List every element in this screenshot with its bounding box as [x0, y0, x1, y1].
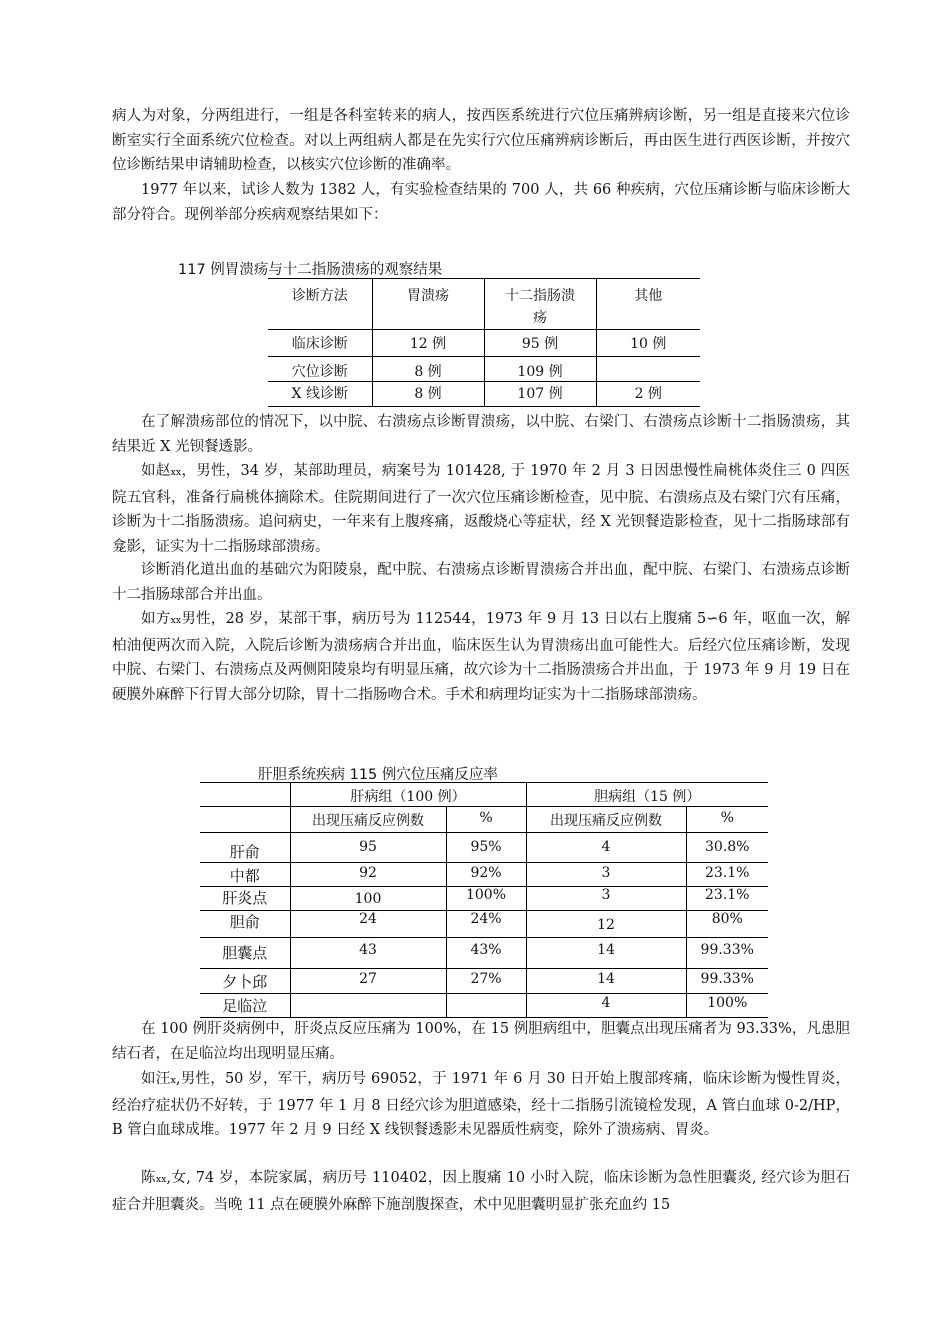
table2-group-liver: 肝病组（100 例） [290, 783, 526, 807]
table2-cell: 23.1% [705, 865, 750, 881]
table2-cell: 4 [526, 833, 686, 863]
paragraph-4: 如赵xx，男性，34 岁，某部助理员，病案号为 101428, 于 1970 年 2 月 3 日因患慢性扁桃体炎住三 0 四医院五官科，准备行扁桃体摘除术。住院期间进行了一次穴位压痛诊断检查，见中脘、右溃疡点及右梁门穴有压痛，诊断为十二指肠溃疡。追问病史，一年来有上腹疼痛，返酸烧心等症状，经 X 光钡餐造影检查，见十二指肠球部有龛影，证实为十二指肠球部溃疡。 [112, 463, 850, 555]
table2-cell: 23.1% [705, 887, 750, 903]
paragraph-3: 在了解溃疡部位的情况下，以中脘、右溃疡点诊断胃溃疡，以中脘、右梁门、右溃疡点诊断十二指肠溃疡，其结果近 X 光钡餐透影。 [112, 414, 850, 455]
table2-cell: 中都 [200, 863, 290, 887]
table1-cell: 109 例 [484, 357, 596, 382]
table1-cell: 10 例 [630, 336, 667, 352]
table1-row [268, 330, 700, 357]
table2-cell: 99.33% [700, 942, 754, 958]
table2-cell: 95 [290, 833, 446, 863]
table2-cell: 99.33% [700, 971, 754, 987]
table2-subheader: % [446, 807, 526, 833]
table2-cell: 43% [446, 938, 526, 969]
table2-cell: 80% [711, 911, 743, 927]
table2-cell: 27 [290, 969, 446, 994]
table2-group-gallbladder: 胆病组（15 例） [594, 789, 701, 805]
table2-cell [290, 994, 446, 1018]
table2-cell: 肝俞 [200, 833, 290, 863]
table2-cell: 24 [290, 911, 446, 938]
table2-cell: 夕卜邱 [200, 969, 290, 994]
table2-cell: 胆俞 [200, 911, 290, 938]
table1-cell: 8 例 [372, 357, 484, 382]
table2-row [200, 833, 768, 863]
table2-cell: 足临泣 [200, 994, 290, 1018]
table2-cell: 24% [446, 911, 526, 938]
table2-row [200, 887, 768, 911]
table2-cell: 92% [446, 863, 526, 887]
table2-row [200, 911, 768, 938]
table2-row [200, 969, 768, 994]
table1-cell: 95 例 [484, 330, 596, 357]
table2-cell: 12 [526, 911, 686, 938]
paragraph-1: 病人为对象，分两组进行，一组是各科室转来的病人，按西医系统进行穴位压痛辨病诊断，另一组是直接来穴位诊断室实行全面系统穴位检查。对以上两组病人都是在先实行穴位压痛辨病诊断后，再由医生进行西医诊断，并按穴位诊断结果申请辅助检查，以核实穴位诊断的准确率。 [112, 108, 850, 174]
table1-cell: 穴位诊断 [268, 357, 372, 382]
table2-cell: 100% [446, 887, 526, 911]
table2-cell: 30.8% [705, 839, 750, 855]
table1-cell [596, 357, 700, 382]
table2-cell: 100% [707, 995, 748, 1011]
table2-row [200, 994, 768, 1018]
table1 [268, 278, 700, 407]
table1-row [268, 382, 700, 407]
table1-cell: 12 例 [372, 330, 484, 357]
table1-header-gastric: 胃溃疡 [372, 279, 484, 330]
paragraph-9: 陈xx,女, 74 岁，本院家属，病历号 110402，因上腹痛 10 小时入院，临床诊断为急性胆囊炎, 经穴诊为胆石症合并胆囊炎。当晚 11 点在硬膜外麻醉下施剖腹探查，术中见胆囊明显扩张充血约 15 [112, 1170, 851, 1213]
table1-cell: 临床诊断 [268, 330, 372, 357]
paragraph-7: 在 100 例肝炎病例中，肝炎点反应压痛为 100%，在 15 例胆病组中，胆囊点出现压痛者为 93.33%，凡患胆结石者，在足临泣均出现明显压痛。 [112, 1021, 850, 1062]
table2-cell: 3 [526, 863, 686, 887]
table2-cell: 肝炎点 [200, 887, 290, 911]
table2-cell: 43 [290, 938, 446, 969]
table1-row [268, 357, 700, 382]
table2-row [200, 863, 768, 887]
table2-subheader: 出现压痛反应例数 [290, 807, 446, 833]
table2-cell: 4 [526, 994, 686, 1018]
paragraph-5: 诊断消化道出血的基础穴为阳陵泉，配中脘、右溃疡点诊断胃溃疡合并出血，配中脘、右梁门、右溃疡点诊断十二指肠球部合并出血。 [112, 562, 850, 603]
table2-cell: 95% [446, 833, 526, 863]
table1-header-duodenal: 十二指肠溃疡 [484, 279, 596, 330]
table2-subheader: 出现压痛反应例数 [526, 807, 686, 833]
paragraph-2: 1977 年以来，试诊人数为 1382 人，有实验检查结果的 700 人，共 66 种疾病，穴位压痛诊断与临床诊断大部分符合。现例举部分疾病观察结果如下： [112, 182, 850, 223]
table2 [200, 782, 768, 1018]
paragraph-8: 如汪x,男性，50 岁，军干，病历号 69052，于 1971 年 6 月 30 日开始上腹部疼痛，临床诊断为慢性胃炎，经治疗症状仍不好转，于 1977 年 1 月 8 日经穴诊为胆道感染，经十二指肠引流镜检发现，A 管白血球 0-2/HP，B 管白血球成堆。1977 年 2 月 9 日经 X 线钡餐透影未见器质性病变，除外了溃疡病、胃炎。 [112, 1071, 851, 1139]
table2-row [200, 938, 768, 969]
table2-cell [446, 994, 526, 1018]
table2-subheader: % [720, 810, 734, 826]
table1-cell: 107 例 [484, 382, 596, 407]
table2-cell: 100 [290, 887, 446, 911]
table1-cell: 8 例 [372, 382, 484, 407]
paragraph-6: 如方xx男性，28 岁，某部干事，病历号为 112544，1973 年 9 月 13 日以右上腹痛 5∽6 年，呕血一次，解柏油便两次而入院，入院后诊断为溃疡病合并出血，临床医生认为胃溃疡出血可能性大。后经穴位压痛诊断，发现中脘、右梁门、右溃疡点及两侧阳陵泉均有明显压痛，故穴诊为十二指肠溃疡合并出血，于 1973 年 9 月 19 日在硬膜外麻醉下行胃大部分切除，胃十二指肠吻合术。手术和病理均证实为十二指肠球部溃疡。 [112, 611, 850, 703]
table1-cell: 2 例 [634, 386, 662, 402]
table1-header-other: 其他 [634, 288, 663, 304]
table1-header-method: 诊断方法 [268, 279, 372, 330]
table2-cell: 胆囊点 [200, 938, 290, 969]
table2-cell: 14 [526, 938, 686, 969]
table2-cell: 27% [446, 969, 526, 994]
table2-cell: 3 [526, 887, 686, 911]
table1-caption: 117 例胃溃疡与十二指肠溃疡的观察结果 [178, 262, 443, 278]
table2-cell: 14 [526, 969, 686, 994]
table2-cell: 92 [290, 863, 446, 887]
table1-cell: X 线诊断 [268, 382, 372, 407]
table2-caption: 肝胆系统疾病 115 例穴位压痛反应率 [258, 767, 498, 783]
